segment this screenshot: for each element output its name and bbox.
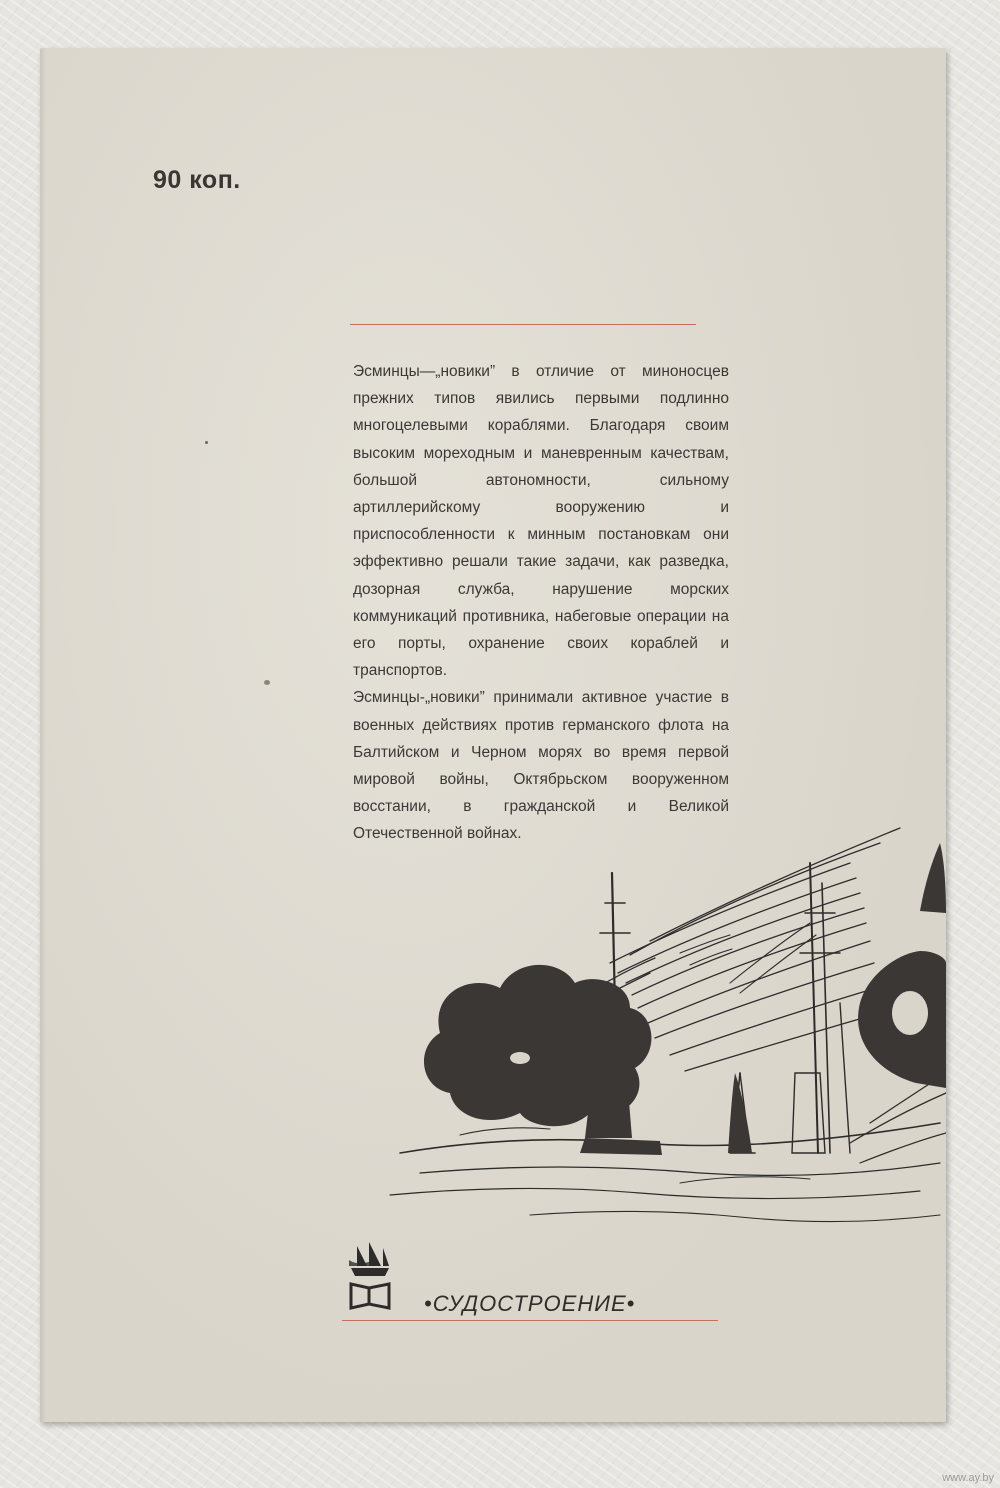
book-back-cover bbox=[40, 48, 946, 1422]
site-watermark: www.ay.by bbox=[942, 1472, 994, 1484]
bottom-divider-rule bbox=[342, 1320, 718, 1321]
book-description bbox=[353, 358, 729, 848]
paper-stain bbox=[264, 680, 270, 685]
top-divider-rule bbox=[350, 324, 696, 325]
publisher-name: •СУДОСТРОЕНИЕ• bbox=[424, 1291, 636, 1316]
naval-battle-sketch-icon bbox=[380, 823, 946, 1243]
price-label: 90 коп. bbox=[153, 166, 241, 194]
description-paragraph-2: Эсминцы-„новики” принимали активное участие в военных действиях против германского флота на Балтийском и Черном морях во время первой мировой войны, Октябрьском вооруженном восстании, в гражданской и Великой Отечественной войнах. bbox=[353, 689, 729, 843]
paper-speck bbox=[205, 441, 208, 444]
cover-left-edge bbox=[40, 48, 46, 1422]
description-paragraph-1: Эсминцы—„новики” в отличие от миноносцев прежних типов явились первыми подлинно многоцелевыми кораблями. Благодаря своим высоким мореходным и маневренным качествам, большой автономности, сильному артиллерийскому вооружению и приспособленности к минным постановкам они эффективно решали такие задачи, как разведка, дозорная служба, нарушение морских коммуникаций противника, набеговые операции на его порты, охранение своих кораблей и транспортов. bbox=[353, 363, 729, 680]
ship-and-book-publisher-logo-icon bbox=[347, 1240, 393, 1312]
